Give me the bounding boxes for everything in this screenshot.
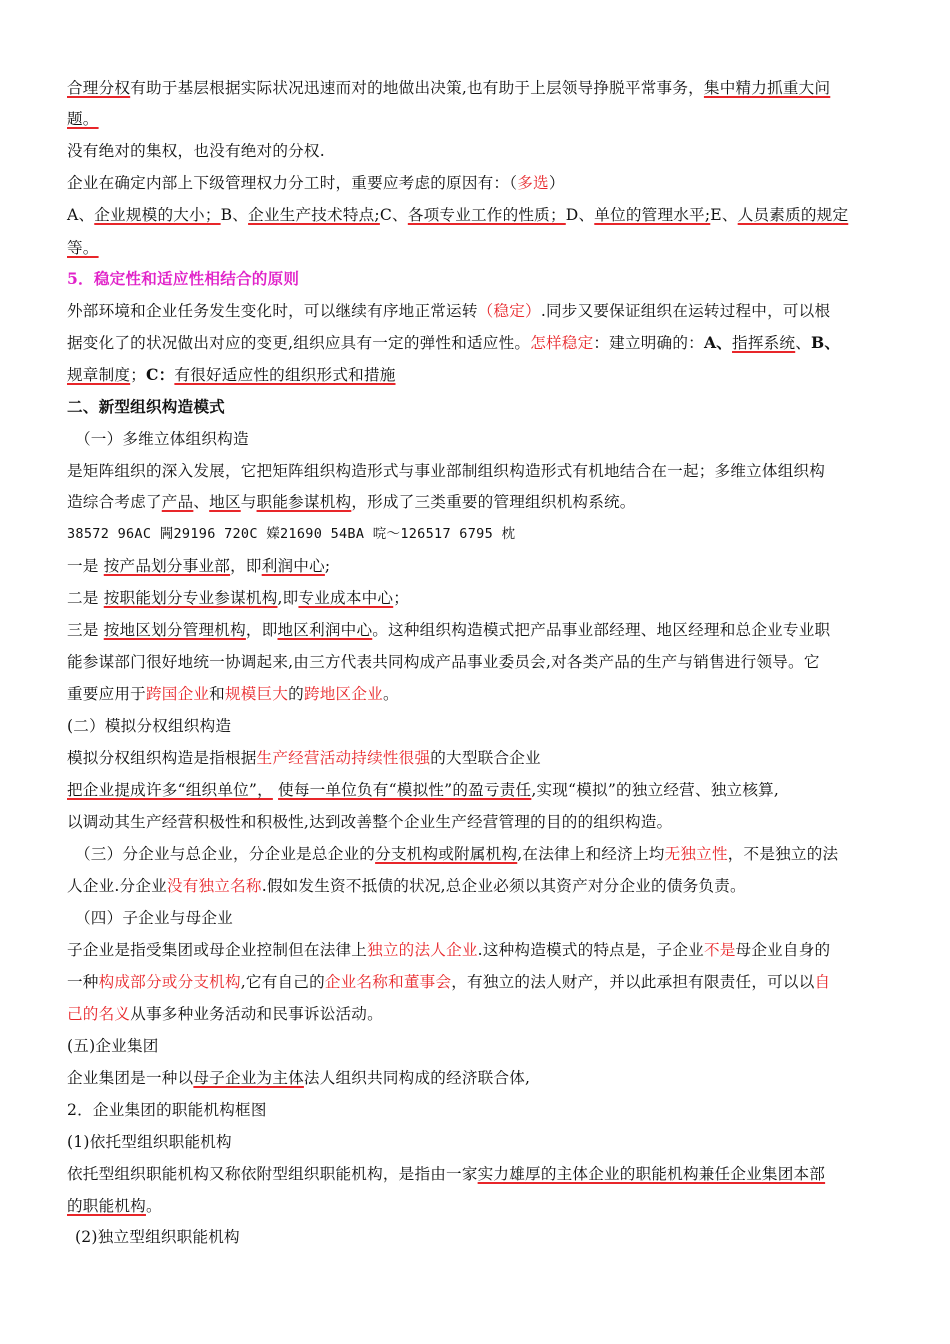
text-line [67,364,396,386]
text-segment: 子企业是指受集团或母企业控制但在法律上 [67,941,368,959]
underlined-text: 企业生产技术特点; [248,206,380,224]
underlined-text: 规章制度 [67,366,131,384]
underlined-text: 利润中心 [261,557,325,575]
underlined-text: 合理分权 [67,79,131,97]
underlined-text: 专业成本中心 [298,589,394,607]
highlighted-text: （稳定） [477,302,541,320]
highlighted-text: 不是 [703,941,736,959]
text-segment: ，形成了三类重要的管理组织机构系统。 [351,493,636,511]
text-line [67,491,636,513]
text-line [75,1226,240,1248]
underlined-text: 把企业提成许多“组织单位”， [67,781,273,799]
text-segment: 模拟分权组织构造是指根据 [67,749,257,767]
highlighted-text: 跨地区企业 [303,685,383,703]
text-segment: ：建立明确的： [593,334,704,352]
text-segment: ，有独立的法人财产，并以此承担有限责任，可以以 [451,973,815,991]
text-segment: 38572 96AC 闁29196 720C 嬫21690 54BA 唍～126517 6795 枕 [67,526,516,542]
text-segment: 没有绝对的集权，也没有绝对的分权. [67,142,325,160]
text-segment: ; [324,557,331,575]
highlighted-text: 跨国企业 [145,685,210,703]
text-segment: ,它有自己的 [240,973,325,991]
text-segment: ，不是独立的法 [727,845,839,863]
text-segment: 据变化了的状况做出对应的变更,组织应具有一定的弹性和适应性。 [67,334,531,352]
text-segment: C、 [379,206,408,224]
highlighted-text: 怎样稳定 [530,334,594,352]
text-segment: B、 [220,206,249,224]
text-line [67,268,299,290]
text-line [67,971,830,993]
text-segment: 2．企业集团的职能机构框图 [67,1101,267,1119]
text-line [67,811,672,833]
text-segment: 。 [145,1197,162,1215]
text-line [75,843,838,865]
text-segment: 5．稳定性和适应性相结合的原则 [67,269,300,288]
text-line [67,1035,159,1057]
text-segment: ） [548,174,565,192]
text-line [75,428,249,450]
text-segment: 一是 [67,557,104,575]
underlined-text: 地区利润中心 [277,621,373,639]
underlined-text: 各项专业工作的性质； [407,206,566,224]
text-line [67,460,825,482]
text-segment: 三是 [67,621,104,639]
text-segment: 二、新型组织构造模式 [67,397,225,416]
text-segment: (二）模拟分权组织构造 [67,717,232,735]
text-segment: (2)独立型组织职能机构 [75,1228,240,1246]
highlighted-text: 企业名称和董事会 [324,973,452,991]
text-segment: 母企业自身的 [735,941,831,959]
text-segment: .同步又要保证组织在运转过程中，可以根 [540,302,831,320]
text-segment: 有助于基层根据实际状况迅速而对的地做出决策,也有助于上层领导挣脱平常事务， [130,79,704,97]
text-segment: E、 [710,206,738,224]
text-line [67,396,225,418]
underlined-text: 使每一单位负有“模拟性”的盈亏责任 [278,781,532,799]
text-segment: ，即 [230,557,262,575]
text-segment: 法人组织共同构成的经济联合体, [303,1069,531,1087]
text-line [67,1131,232,1153]
text-line [67,939,830,961]
text-line [67,108,99,130]
text-line [67,300,830,322]
text-segment: 是矩阵组织的深入发展，它把矩阵组织构造形式与事业部制组织构造形式有机地结合在一起；多维立体组织构 [67,462,826,480]
text-segment: 二是 [67,589,104,607]
text-line [67,1067,530,1089]
underlined-text: 按产品划分事业部 [103,557,231,575]
text-segment: ,即 [277,589,299,607]
text-line [67,875,746,897]
highlighted-text: 规模巨大 [224,685,289,703]
underlined-text: 集中精力抓重大问 [703,79,831,97]
highlighted-text: 没有独立名称 [166,877,262,895]
text-line [67,715,231,737]
text-line [67,523,515,545]
text-segment: 人企业.分企业 [67,877,167,895]
underlined-text: 单位的管理水平; [594,206,711,224]
text-segment: .假如发生资不抵债的状况,总企业必须以其资产对分企业的债务负责。 [261,877,746,895]
text-segment: .这种构造模式的特点是，子企业 [477,941,704,959]
text-line [67,77,830,99]
text-line [75,907,233,929]
text-segment: 依托型组织职能机构又称依附型组织职能机构，是指由一家 [67,1165,478,1183]
text-line [67,1003,383,1025]
text-line [67,140,325,162]
underlined-text: 产品 [161,493,194,511]
highlighted-text: 独立的法人企业 [367,941,478,959]
underlined-text: 的职能机构 [67,1197,146,1215]
highlighted-text: 构成部分或分支机构 [98,973,241,991]
text-segment: 和 [209,685,225,703]
text-segment: 。这种组织构造模式把产品事业部经理、地区经理和总企业专业职 [372,621,831,639]
text-segment: （四）子企业与母企业 [75,909,233,927]
text-segment: （三）分企业与总企业，分企业是总企业的 [75,845,376,863]
text-segment: ； [393,589,409,607]
text-segment: 造综合考虑了 [67,493,162,511]
text-segment: (1)依托型组织职能机构 [67,1133,232,1151]
text-line [67,204,848,226]
text-segment: 从事多种业务活动和民事诉讼活动。 [130,1005,383,1023]
underlined-text: 职能参谋机构 [256,493,352,511]
text-segment: 以调动其生产经营积极性和积极性,达到改善整个企业生产经营管理的目的的组织构造。 [67,813,673,831]
underlined-text: 地区 [209,493,241,511]
highlighted-text: 自 [814,973,831,991]
text-segment: D、 [565,206,595,224]
text-line [67,587,409,609]
text-line [67,237,99,259]
text-segment: A、 [703,333,733,352]
text-segment: 与 [240,493,257,511]
text-segment: 一种 [67,973,99,991]
text-segment: 。 [382,685,399,703]
text-segment: 企业在确定内部上下级管理权力分工时，重要应考虑的原因有：（ [67,174,518,192]
text-line [67,332,840,354]
text-segment: 的大型联合企业 [430,749,541,767]
text-segment: 外部环境和企业任务发生变化时，可以继续有序地正常运转 [67,302,478,320]
text-segment: 企业集团是一种以 [67,1069,194,1087]
text-line [67,1099,267,1121]
highlighted-text: 无独立性 [664,845,728,863]
text-line [67,172,565,194]
text-segment: 重要应用于 [67,685,146,703]
text-line [67,683,399,705]
text-segment: A、 [67,206,95,224]
highlighted-text: 生产经营活动持续性很强 [256,749,431,767]
text-segment: 能参谋部门很好地统一协调起来,由三方代表共同构成产品事业委员会,对各类产品的生产与销售进行领导。它 [67,653,820,671]
text-segment: ； [130,366,146,384]
text-line [67,779,779,801]
text-segment: 的 [288,685,304,703]
text-segment: （一）多维立体组织构造 [75,430,249,448]
underlined-text: 按地区划分管理机构 [103,621,246,639]
underlined-text: 分支机构或附属机构 [375,845,518,863]
text-line [67,619,830,641]
highlighted-text: 己的名义 [67,1005,131,1023]
underlined-text: 按职能划分专业参谋机构 [103,589,278,607]
text-segment: ,实现“模拟”的独立经营、独立核算, [531,781,780,799]
text-segment: 、 [193,493,210,511]
underlined-text: 企业规模的大小； [94,206,221,224]
text-line [67,747,541,769]
underlined-text: 实力雄厚的主体企业的职能机构兼任企业集团本部 [477,1165,826,1183]
text-line [67,1163,825,1185]
underlined-text: 母子企业为主体 [193,1069,304,1087]
text-line [67,555,330,577]
underlined-text: 有很好适应性的组织形式和措施 [174,366,396,384]
underlined-text: 等。 [67,239,99,257]
underlined-text: 指挥系统 [732,334,796,352]
text-segment: B、 [811,333,841,352]
text-segment: (五)企业集团 [67,1037,159,1055]
text-segment: 、 [795,334,812,352]
text-segment: C： [145,365,175,384]
text-line [67,651,820,673]
text-line [67,1195,162,1217]
text-segment: ,在法律上和经济上均 [517,845,665,863]
highlighted-text: 多选 [517,174,549,192]
underlined-text: 题。 [67,110,99,128]
underlined-text: 人员素质的规定 [737,206,849,224]
text-segment: ，即 [245,621,278,639]
